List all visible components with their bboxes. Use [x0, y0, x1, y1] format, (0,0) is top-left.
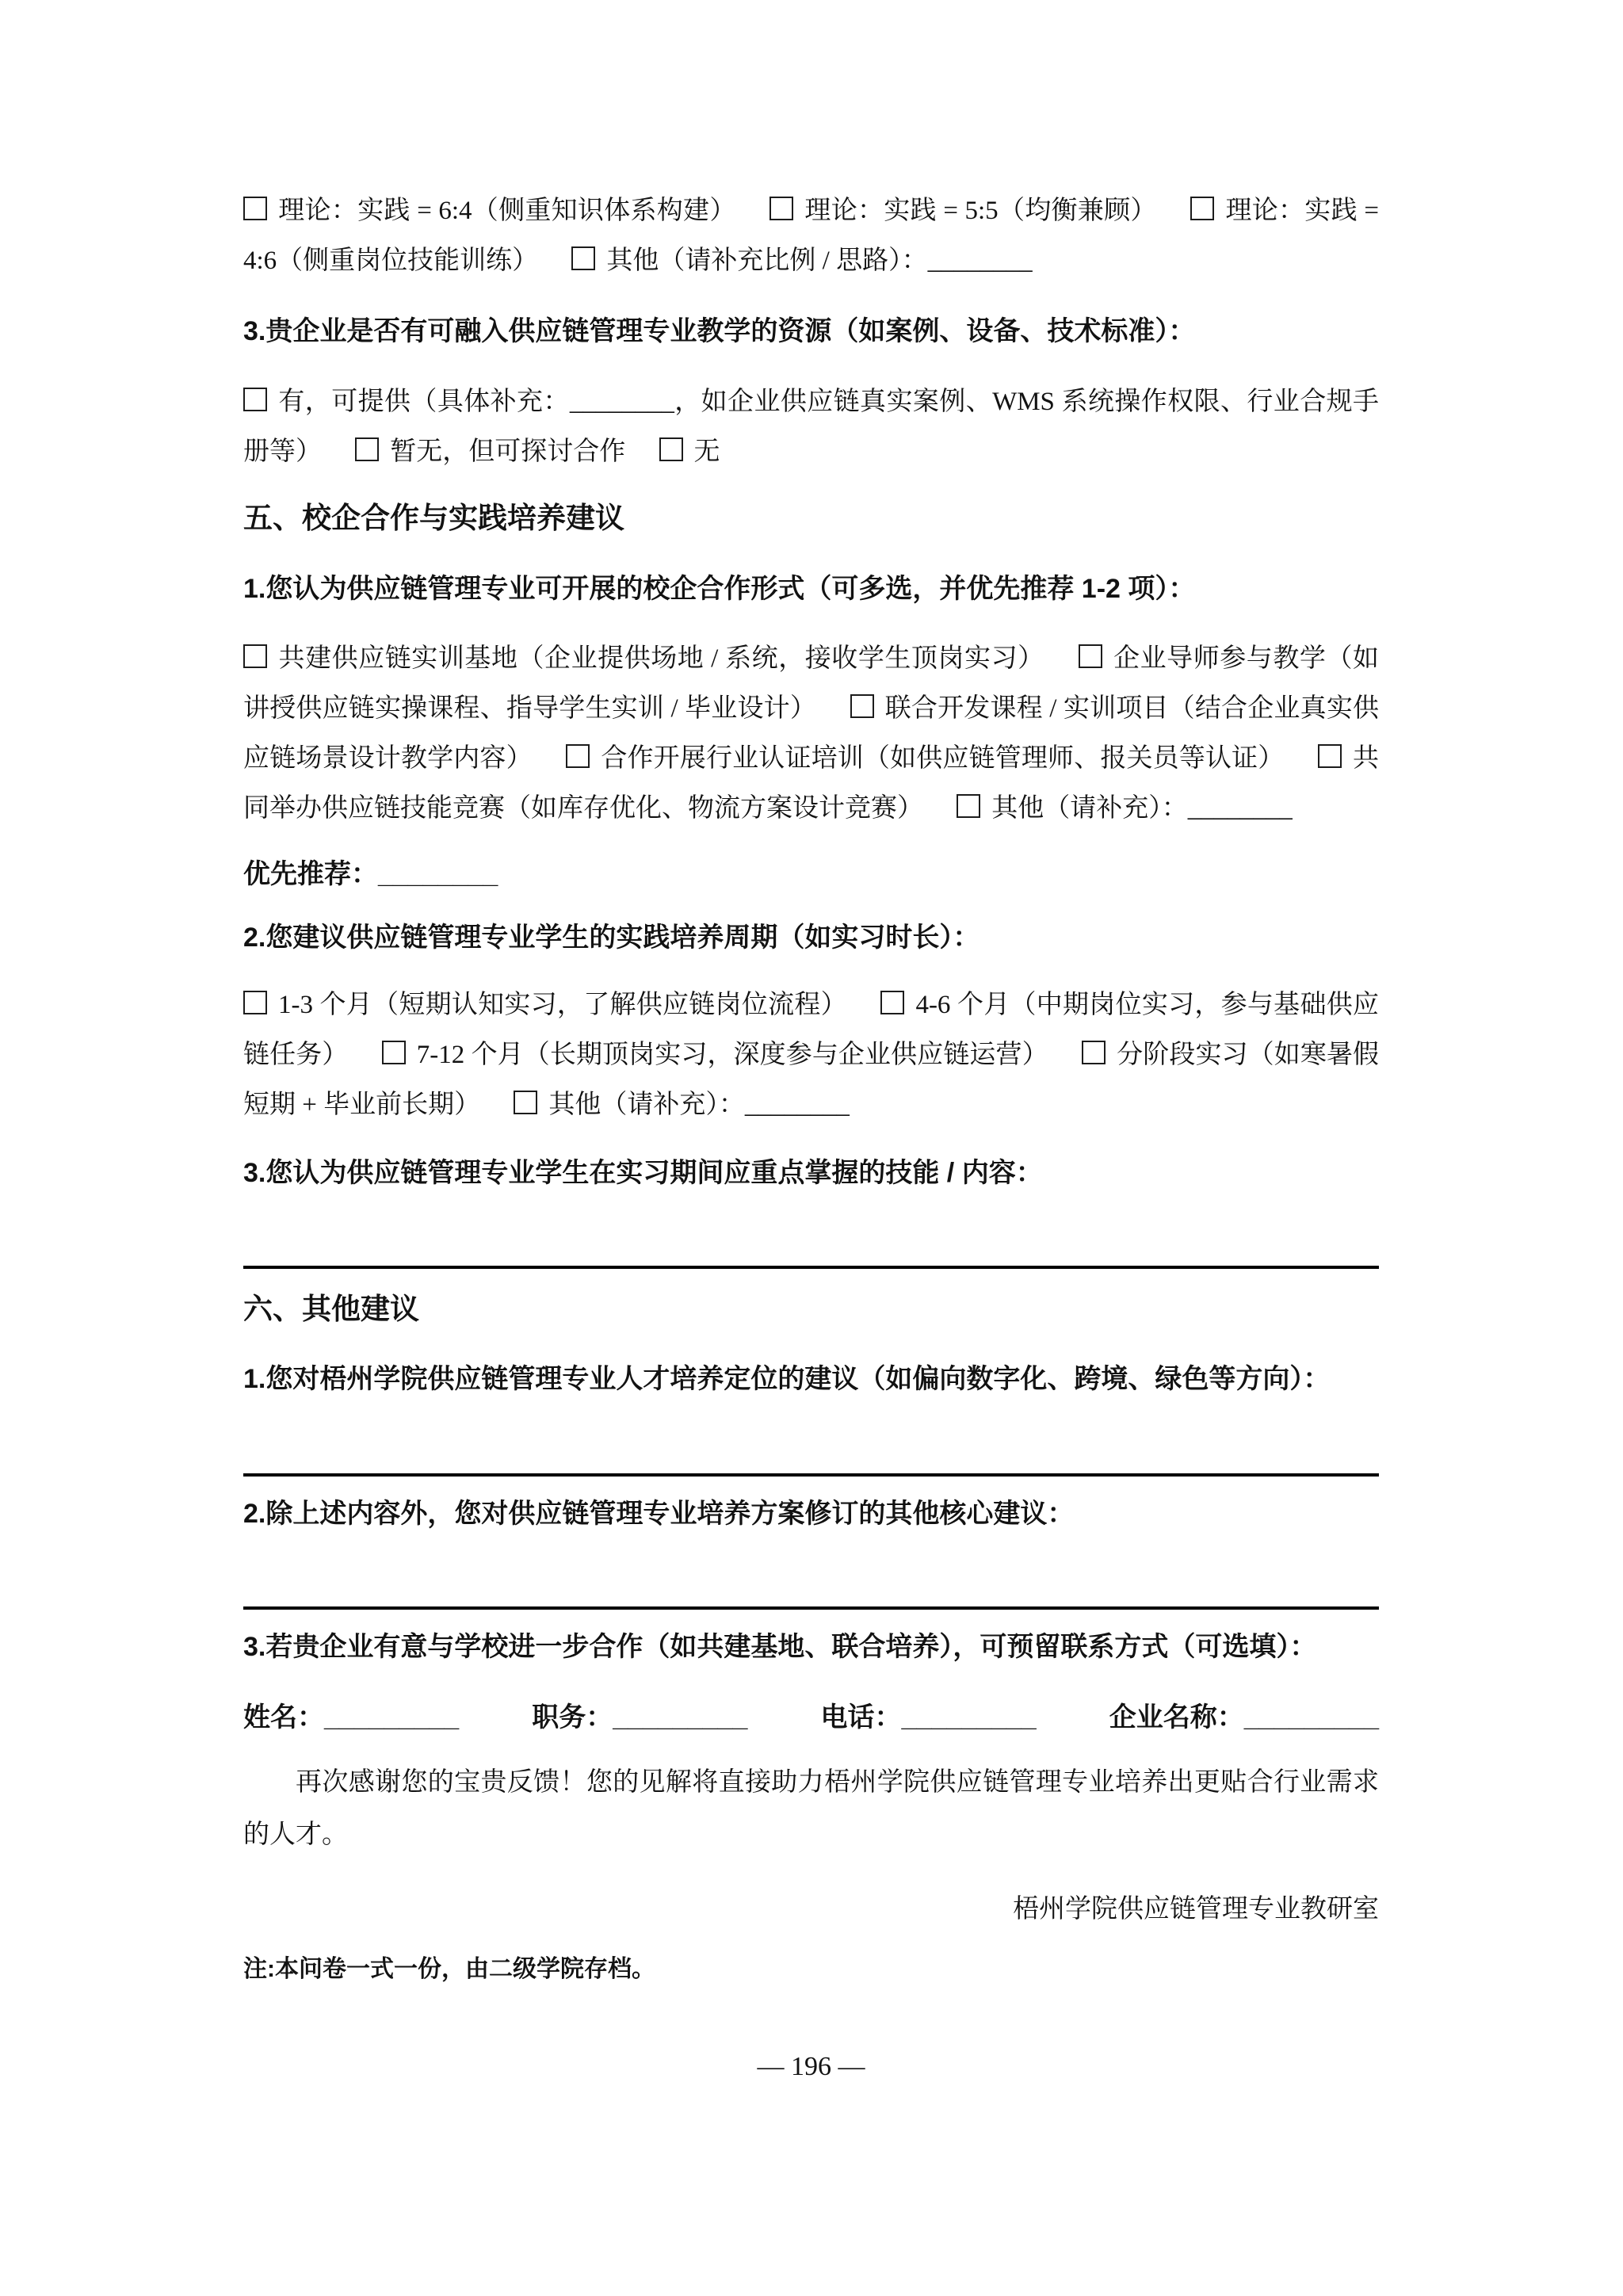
cooperation-options-paragraph [243, 634, 1379, 834]
option-label: 暂无，但可探讨合作 [390, 437, 626, 466]
resources-option-none [659, 437, 720, 466]
checkbox-icon [382, 1041, 406, 1064]
checkbox-icon [1079, 644, 1102, 668]
ratio-option-2 [769, 197, 1157, 225]
checkbox-icon [566, 744, 590, 768]
answer-line [243, 1606, 1379, 1610]
option-label: 联合开发课程 / 实训项目（结合企业真实供应链场景设计教学内容） [243, 694, 1380, 773]
checkbox-icon [850, 694, 874, 718]
question-positioning-advice: 1.您对梧州学院供应链管理专业人才培养定位的建议（如偏向数字化、跨境、绿色等方向）： [243, 1364, 1331, 1394]
question-cooperation-forms: 1.您认为供应链管理专业可开展的校企合作形式（可多选，并优先推荐 1-2 项）： [243, 574, 1196, 604]
option-label: 理论：实践 = 5:5（均衡兼顾） [804, 197, 1157, 225]
option-label: 共同举办供应链技能竞赛（如库存优化、物流方案设计竞赛） [243, 744, 1380, 823]
checkbox-icon [1318, 744, 1342, 768]
contact-field-name [243, 1693, 459, 1743]
page-number: — 196 — [757, 2052, 865, 2081]
option-label: 其他（请补充）：________ [548, 1091, 850, 1119]
checkbox-icon [571, 246, 595, 270]
question-other-core-advice: 2.除上述内容外，您对供应链管理专业培养方案修订的其他核心建议： [243, 1499, 1075, 1529]
signature-line: 梧州学院供应链管理专业教研室 [1013, 1895, 1379, 1924]
checkbox-icon [1190, 197, 1214, 220]
section5-heading: 五、校企合作与实践培养建议 [243, 502, 624, 534]
option-label: 理论：实践 = 4:6（侧重岗位技能训练） [243, 197, 1379, 275]
option-label: 其他（请补充比例 / 思路）：________ [606, 246, 1033, 275]
coop-option-base [243, 644, 1044, 673]
resources-options-paragraph [243, 377, 1379, 477]
option-label: 共建供应链实训基地（企业提供场地 / 系统，接收学生顶岗实习） [278, 644, 1044, 673]
field-label: 职务： [532, 1702, 613, 1733]
option-label: 其他（请补充）：________ [991, 794, 1293, 823]
checkbox-icon [243, 197, 267, 220]
contact-field-title [532, 1693, 747, 1743]
checkbox-icon [243, 388, 267, 411]
ratio-options-paragraph [243, 186, 1379, 286]
period-option-7-12 [382, 1041, 1048, 1069]
option-label: 1-3 个月（短期认知实习，了解供应链岗位流程） [278, 991, 847, 1019]
field-blank: _________ [1243, 1702, 1379, 1733]
option-label: 4-6 个月（中期岗位实习，参与基础供应链任务） [243, 991, 1379, 1069]
checkbox-icon [1082, 1041, 1106, 1064]
field-blank: _________ [613, 1702, 748, 1733]
checkbox-icon [243, 644, 267, 668]
option-label: 合作开展行业认证培训（如供应链管理师、报关员等认证） [601, 744, 1285, 773]
period-options-paragraph [243, 980, 1379, 1130]
contact-field-company [1109, 1693, 1379, 1743]
option-label: 7-12 个月（长期顶岗实习，深度参与企业供应链运营） [416, 1041, 1048, 1069]
coop-option-certification [566, 744, 1284, 773]
field-blank: _________ [901, 1702, 1037, 1733]
contact-field-phone [821, 1693, 1037, 1743]
option-label: 无 [693, 437, 720, 466]
ratio-option-1 [243, 197, 736, 225]
closing-thanks: 再次感谢您的宝贵反馈！您的见解将直接助力梧州学院供应链管理专业培养出更贴合行业需求的人才。 [243, 1768, 1379, 1849]
checkbox-icon [769, 197, 793, 220]
answer-line [243, 1473, 1379, 1477]
option-label: 理论：实践 = 6:4（侧重知识体系构建） [278, 197, 736, 225]
option-label: 企业导师参与教学（如讲授供应链实操课程、指导学生实训 / 毕业设计） [243, 644, 1380, 723]
checkbox-icon [659, 437, 683, 461]
coop-option-other [957, 794, 1293, 823]
answer-line [243, 1266, 1379, 1269]
priority-recommendation: 优先推荐：________ [243, 859, 498, 889]
field-label: 电话： [820, 1702, 902, 1733]
contact-fields-row [243, 1693, 1379, 1743]
checkbox-icon [957, 794, 980, 818]
field-blank: _________ [324, 1702, 460, 1733]
option-label: 分阶段实习（如寒暑假短期 + 毕业前长期） [243, 1041, 1380, 1119]
question-practice-period: 2.您建议供应链管理专业学生的实践培养周期（如实习时长）： [243, 923, 980, 953]
period-option-other [514, 1091, 850, 1119]
section6-heading: 六、其他建议 [243, 1293, 419, 1325]
archive-note: 注:本问卷一式一份，由二级学院存档。 [243, 1956, 655, 1982]
question-internship-skills: 3.您认为供应链管理专业学生在实习期间应重点掌握的技能 / 内容： [243, 1158, 1043, 1188]
question-resources: 3.贵企业是否有可融入供应链管理专业教学的资源（如案例、设备、技术标准）： [243, 316, 1196, 346]
field-label: 企业名称： [1109, 1702, 1244, 1733]
ratio-option-other [571, 246, 1032, 275]
checkbox-icon [880, 991, 904, 1014]
checkbox-icon [243, 991, 267, 1014]
checkbox-icon [355, 437, 379, 461]
field-label: 姓名： [243, 1702, 324, 1733]
option-label: 有，可提供（具体补充：________，如企业供应链真实案例、WMS 系统操作权限、行业合规手册等） [243, 388, 1379, 466]
period-option-1-3 [243, 991, 847, 1019]
question-further-cooperation: 3.若贵企业有意与学校进一步合作（如共建基地、联合培养），可预留联系方式（可选填）： [243, 1632, 1317, 1662]
checkbox-icon [514, 1091, 537, 1114]
resources-option-later [355, 437, 625, 466]
